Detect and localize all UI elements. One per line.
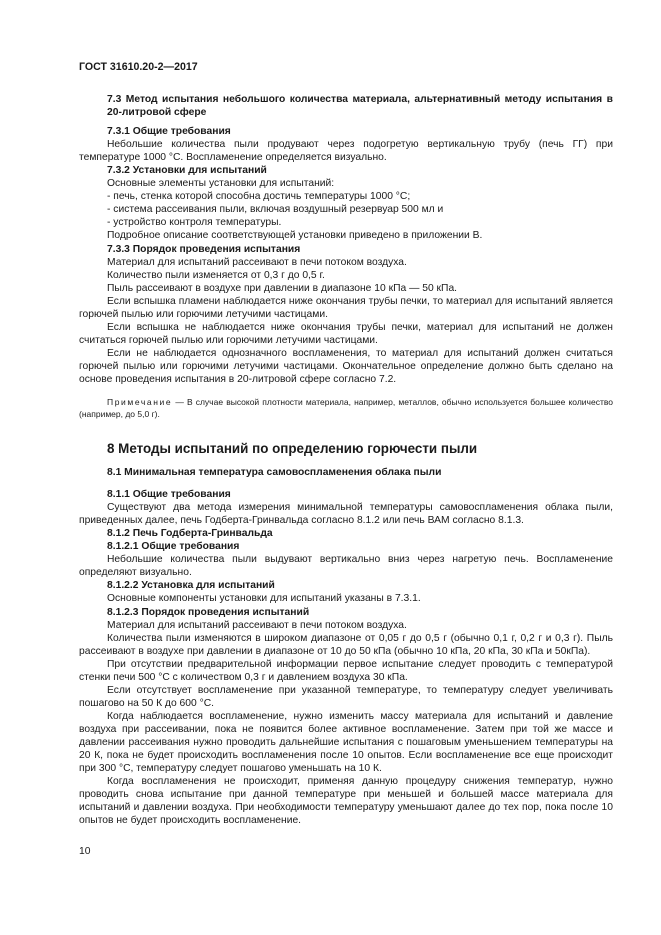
section-8-1-2-3-paragraph: Если отсутствует воспламенение при указанной температуре, то температуру следует увеличивать пошагово на 50 К до 600 °С. — [79, 684, 613, 709]
section-8-1-2-3-paragraph: Количества пыли изменяются в широком диапазоне от 0,05 г до 0,5 г (обычно 0,1 г, 0,2 г и 0,3 г). Пыль рассеивают в воздухе при давлении в диапазоне от 10 до 50 кПа (обычно 10 кПа, 20 кПа, 30 кПа и 50кПа). — [79, 632, 613, 657]
list-item: - устройство контроля температуры. — [107, 217, 282, 229]
section-7-3-3-heading: 7.3.3 Порядок проведения испытания — [107, 243, 301, 255]
page-content — [79, 93, 613, 827]
section-8-1-2-heading: 8.1.2 Печь Годберта-Гринвальда — [107, 528, 273, 540]
section-8-1-1-heading: 8.1.1 Общие требования — [107, 489, 231, 501]
note-text: — В случае высокой плотности материала, например, металлов, обычно используется большее количество (например, до 5,0 г). — [79, 397, 613, 419]
section-8-1-2-3-paragraph: Материал для испытаний рассеивают в печи потоком воздуха. — [107, 619, 407, 631]
section-8-1-2-3-paragraph: Когда воспламенения не происходит, применяя данную процедуру снижения температур, нужно проводить снова испытание при данной температуре при меньшей и большей массе материала для испытаний и давлении воздуха. При необходимости температуру уменьшают далее до тех пор, пока после 10 опытов не будет происходить воспламенение. — [79, 776, 613, 827]
section-7-3-3-paragraph: Если не наблюдается однозначного воспламенения, то материал для испытаний должен считаться горючей пылью или горючими летучими частицами. Окончательное определение должно быть сделано на основе проведения испытания в 20-литровой сфере согласно 7.2. — [79, 347, 613, 385]
section-7-3-2-text: Подробное описание соответствующей установки приведено в приложении В. — [107, 230, 483, 242]
section-7-3-1-heading: 7.3.1 Общие требования — [107, 126, 231, 138]
note — [79, 397, 613, 420]
section-8-1-2-1-heading: 8.1.2.1 Общие требования — [107, 541, 240, 553]
document-header: ГОСТ 31610.20-2—2017 — [79, 61, 198, 73]
section-8-1-2-1-text: Небольшие количества пыли выдувают вертикально вниз через нагретую печь. Воспламенение определяют визуально. — [79, 554, 613, 579]
section-7-3-3-paragraph: Если вспышка пламени наблюдается ниже окончания трубы печки, то материал для испытаний является горючей пылью или горючими летучими частицами. — [79, 295, 613, 320]
section-8-1-2-3-heading: 8.1.2.3 Порядок проведения испытаний — [107, 606, 310, 618]
section-7-3-3-paragraph: Если вспышка не наблюдается ниже окончания трубы печки, материал для испытаний не должен считаться горючей пылью или горючими летучими частицами. — [79, 321, 613, 346]
list-item: - система рассеивания пыли, включая воздушный резервуар 500 мл и — [107, 204, 444, 216]
section-8-1-title: 8.1 Минимальная температура самовоспламенения облака пыли — [107, 467, 442, 479]
section-7-3-1-text: Небольшие количества пыли продувают через подогретую вертикальную трубу (печь ГГ) при температуре 1000 °С. Воспламенение определяется визуально. — [79, 139, 613, 164]
paragraph-line: Количество пыли изменяется от 0,3 г до 0,5 г. — [107, 269, 325, 281]
paragraph-line: Материал для испытаний рассеивают в печи потоком воздуха. — [107, 256, 407, 268]
section-8-1-1-text: Существуют два метода измерения минимальной температуры самовоспламенения облака пыли, приведенных далее, печь Годберта-Гринвальда согласно 8.1.2 или печь ВАМ согласно 8.1.3. — [79, 502, 613, 527]
paragraph-line: Пыль рассеивают в воздухе при давлении в диапазоне 10 кПа — 50 кПа. — [107, 282, 458, 294]
note-label: Примечание — [107, 397, 173, 408]
section-8-1-2-2-heading: 8.1.2.2 Установка для испытаний — [107, 580, 275, 592]
section-7-3-2-intro: Основные элементы установки для испытаний: — [107, 178, 335, 190]
page-number: 10 — [79, 846, 91, 857]
section-7-3-2-heading: 7.3.2 Установки для испытаний — [107, 165, 267, 177]
section-7-3-title: 7.3 Метод испытания небольшого количества материала, альтернативный методу испытания в 20-литровой сфере — [107, 94, 613, 119]
list-item: - печь, стенка которой способна достичь температуры 1000 °С; — [107, 191, 411, 203]
section-8-title: 8 Методы испытаний по определению горючести пыли — [107, 441, 478, 457]
section-8-1-2-3-paragraph: Когда наблюдается воспламенение, нужно изменить массу материала для испытаний и давление воздуха при рассеивании, пока не появится более активное воспламенение. Затем при той же массе и давлении рассеивания нужно проводить дальнейшие испытания с пошаговым уменьшением температуры на 20 К, пока не будет происходить воспламенения после 10 опытов. Если воспламенение все еще происходит при 300 °С, температуру следует пошагово уменьшать на 10 К. — [79, 710, 613, 775]
section-8-1-2-3-paragraph: При отсутствии предварительной информации первое испытание следует проводить с температурой стенки печи 500 °С с количеством 0,3 г и давлением воздуха 30 кПа. — [79, 658, 613, 683]
section-8-1-2-2-text: Основные компоненты установки для испытаний указаны в 7.3.1. — [107, 593, 421, 605]
